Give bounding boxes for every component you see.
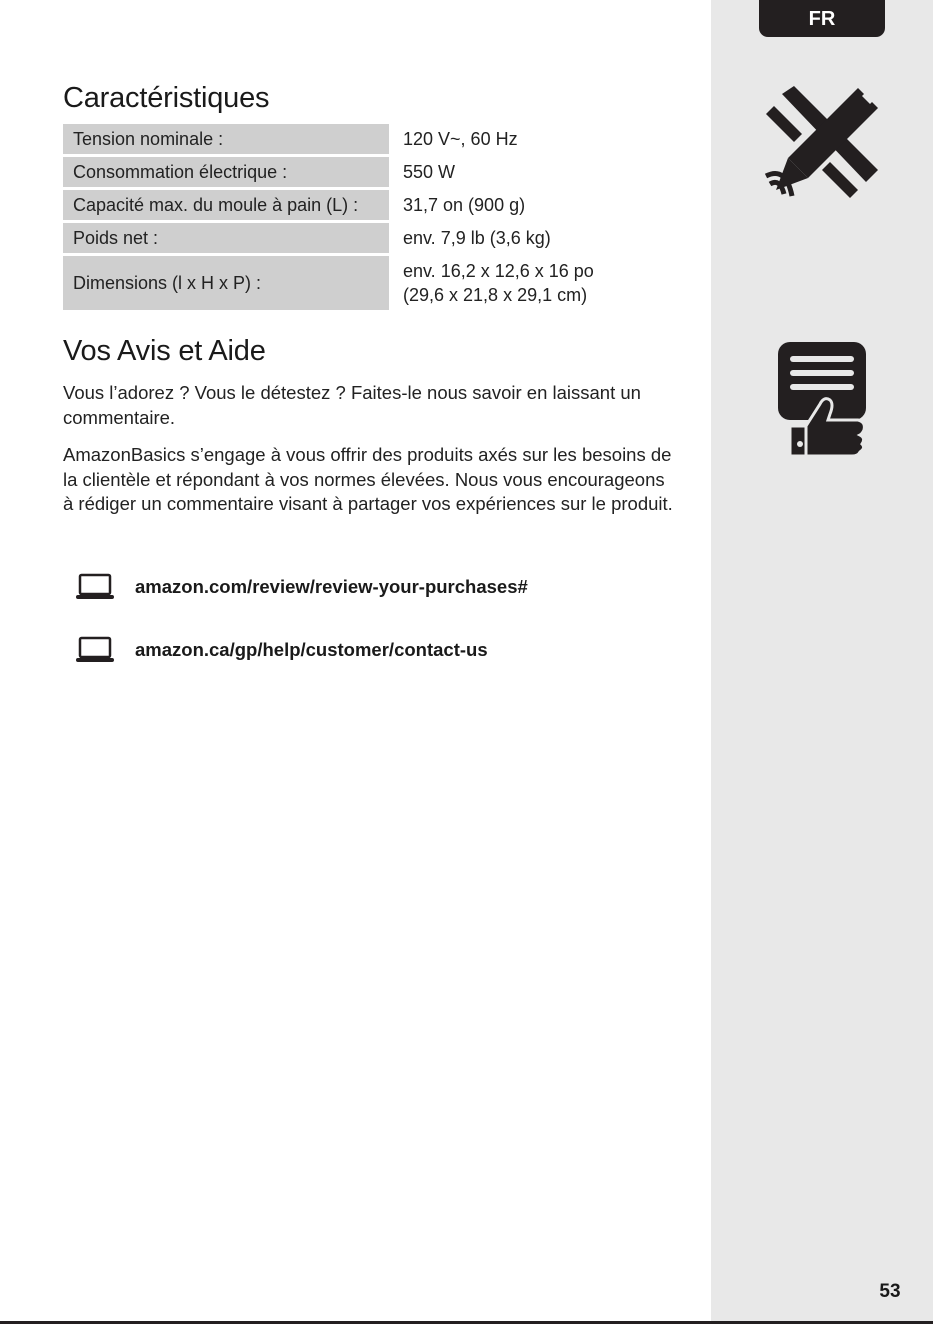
language-tab[interactable]: FR (759, 0, 885, 37)
specs-table (63, 124, 663, 313)
reviews-title: Vos Avis et Aide (63, 335, 266, 367)
laptop-icon (76, 636, 114, 664)
spec-value-line: env. 16,2 x 12,6 x 16 po (403, 261, 594, 281)
spec-label: Capacité max. du moule à pain (L) : (63, 190, 389, 220)
laptop-icon (76, 573, 114, 601)
pencil-ruler-icon (762, 86, 880, 204)
review-link-row[interactable] (76, 573, 528, 601)
contact-link[interactable]: amazon.ca/gp/help/customer/contact-us (135, 639, 488, 660)
table-row (63, 190, 663, 220)
table-row (63, 223, 663, 253)
page-number: 53 (879, 1281, 901, 1302)
spec-value (389, 256, 594, 310)
review-thumbs-up-icon (776, 340, 868, 456)
spec-value-line: (29,6 x 21,8 x 29,1 cm) (403, 285, 588, 305)
table-row (63, 157, 663, 187)
spec-label: Dimensions (l x H x P) : (63, 256, 389, 310)
reviews-intro-paragraph: Vous l’adorez ? Vous le détestez ? Faites-le nous savoir en laissant un commentaire. (63, 382, 641, 428)
spec-label: Consommation électrique : (63, 157, 389, 187)
spec-value: 550 W (403, 162, 456, 182)
reviews-body-paragraph: AmazonBasics s’engage à vous offrir des produits axés sur les besoins de la clientèle et répondant à vos normes élevées. Nous vous encourageons à rédiger un commentaire visant à partager vos expériences sur le produit. (63, 444, 673, 514)
contact-link-row[interactable] (76, 636, 488, 664)
spec-label: Tension nominale : (63, 124, 389, 154)
review-link[interactable]: amazon.com/review/review-your-purchases# (135, 576, 528, 597)
table-row (63, 124, 663, 154)
spec-value: env. 7,9 lb (3,6 kg) (403, 228, 551, 248)
spec-value: 120 V~, 60 Hz (403, 129, 518, 149)
specs-title: Caractéristiques (63, 82, 270, 114)
table-row (63, 256, 663, 310)
spec-label: Poids net : (63, 223, 389, 253)
spec-value: 31,7 on (900 g) (403, 195, 526, 215)
